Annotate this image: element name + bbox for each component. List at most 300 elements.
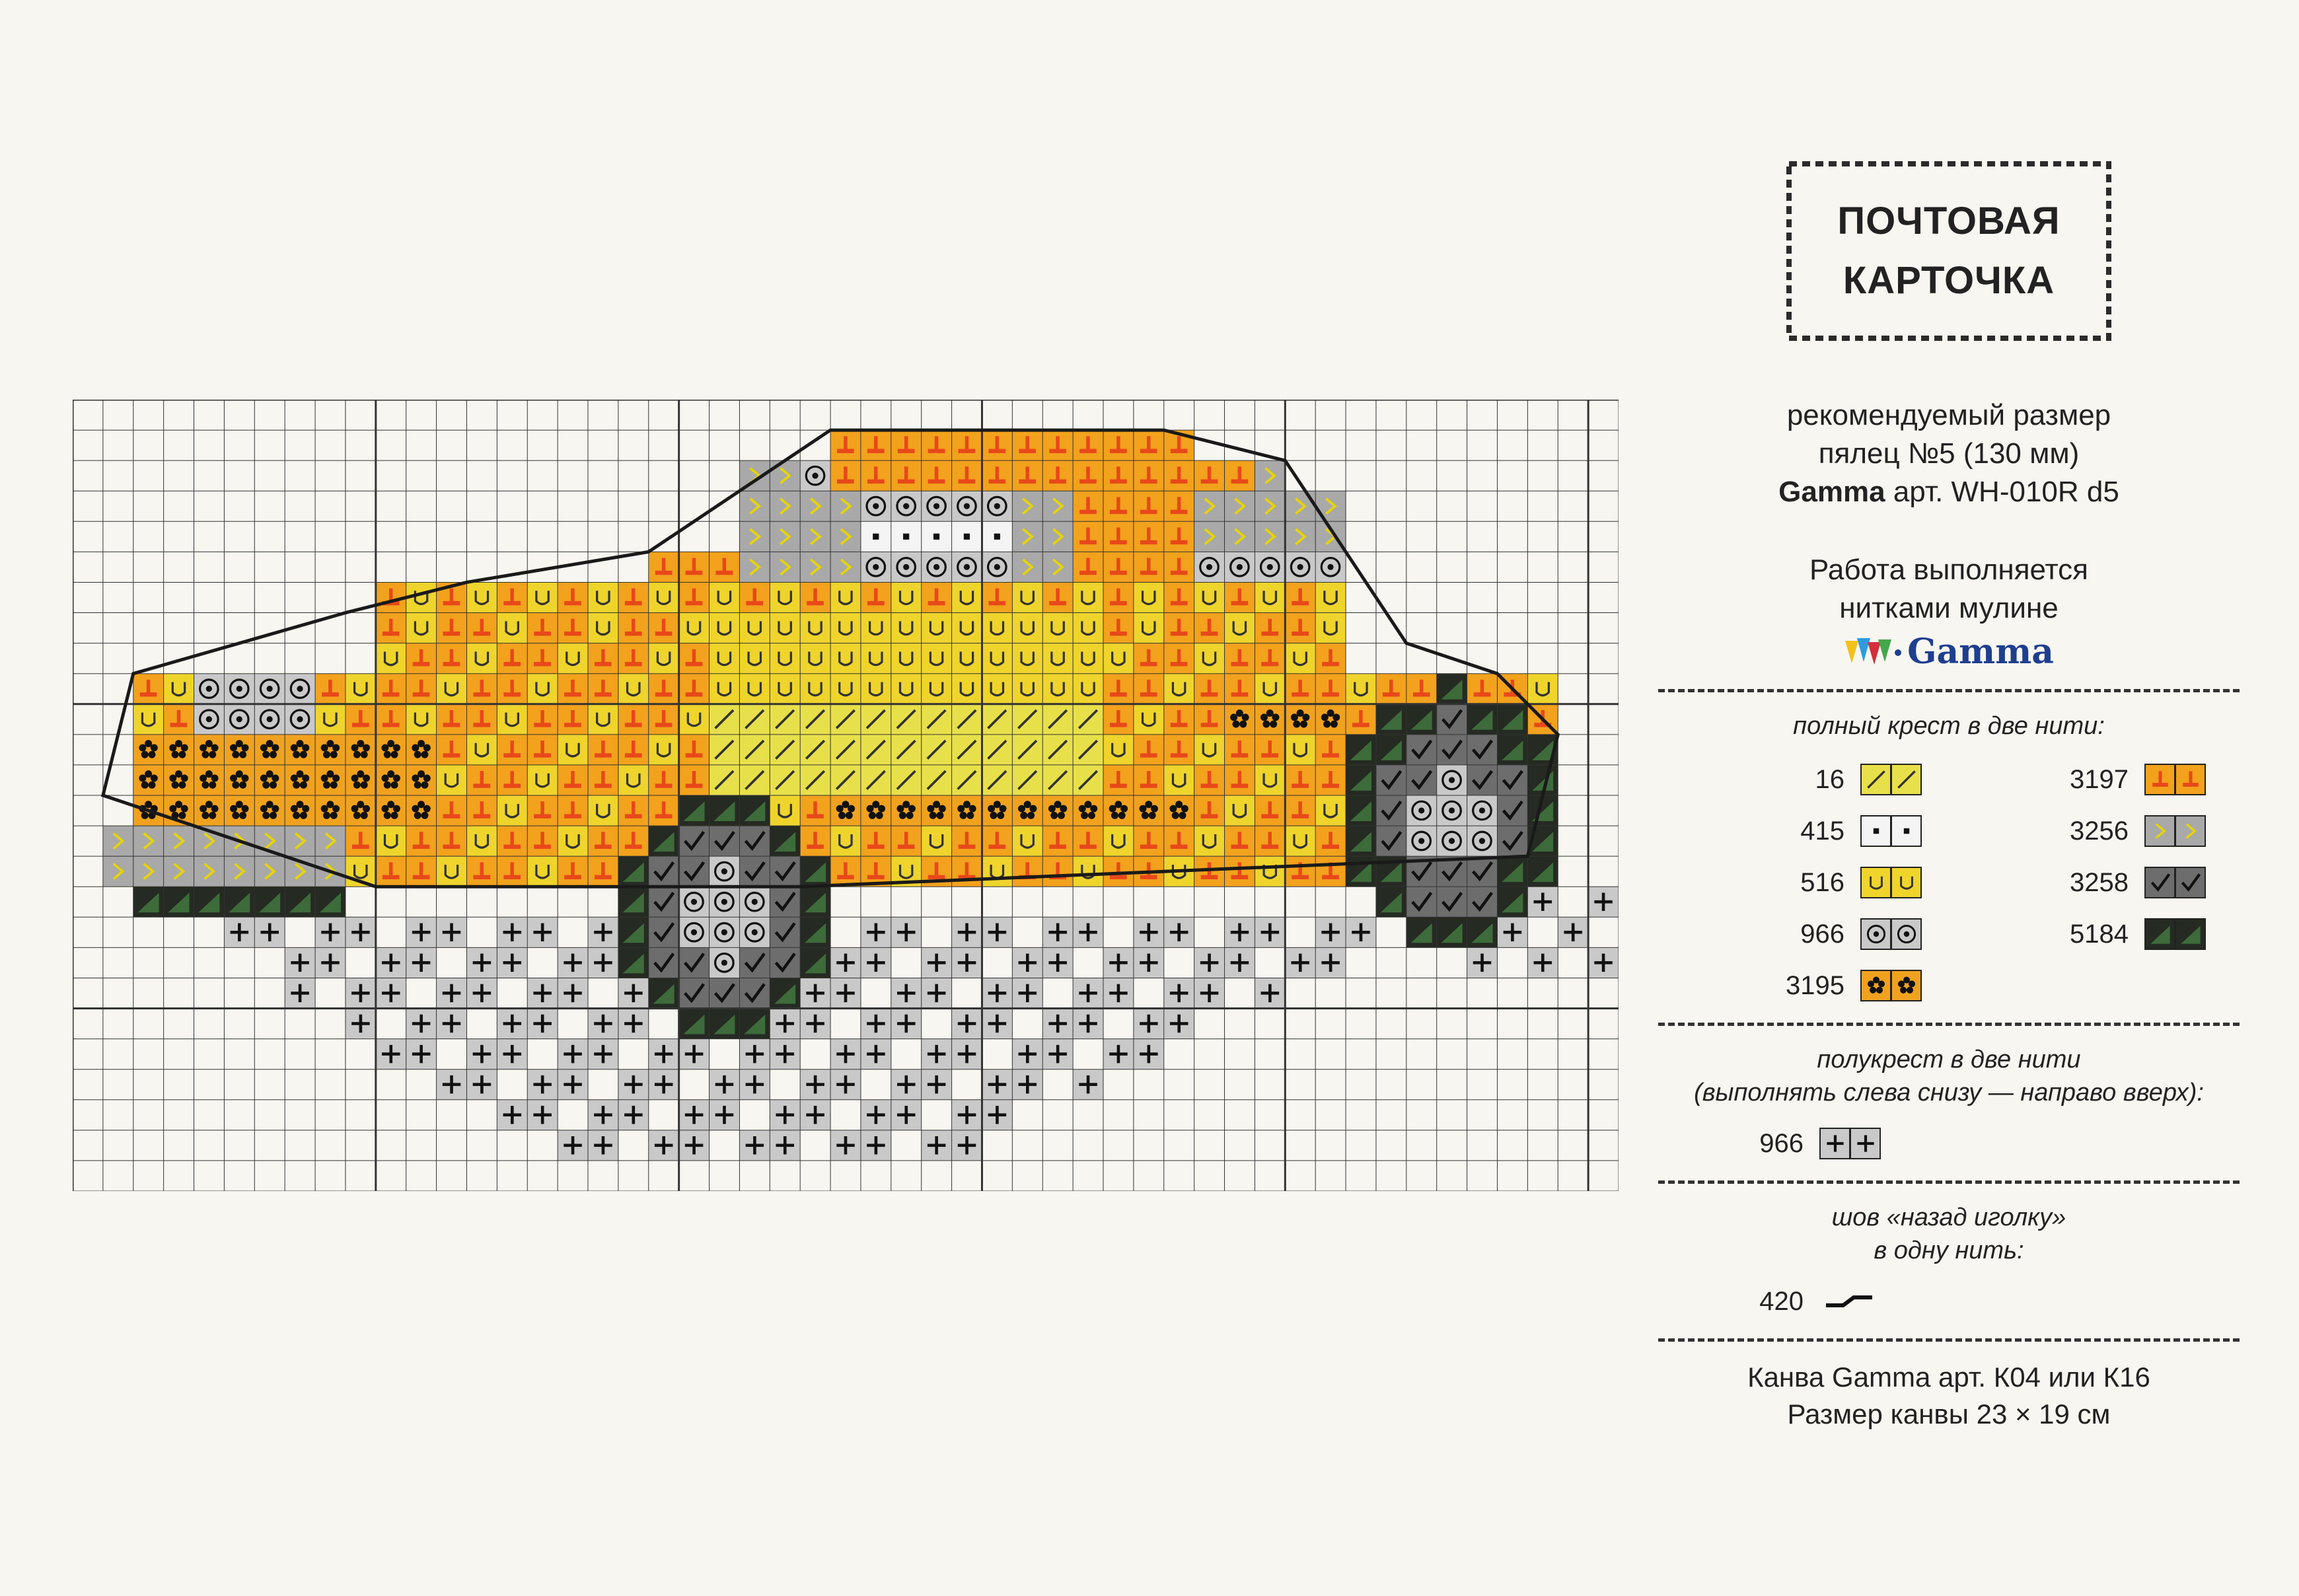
stitch-cell <box>1134 613 1164 643</box>
stitch-cell <box>739 795 770 826</box>
stitch-cell <box>922 460 952 491</box>
stitch-cell <box>618 674 649 704</box>
stitch-cell <box>679 552 710 582</box>
stitch-cell <box>315 795 346 826</box>
stitch-cell <box>770 582 800 612</box>
stitch-cell <box>497 795 527 826</box>
stitch-cell <box>952 1009 982 1039</box>
stitch-cell <box>558 765 588 795</box>
stitch-cell <box>1134 430 1164 460</box>
stitch-cell <box>922 826 952 856</box>
stitch-cell <box>618 643 649 674</box>
stitch-cell <box>1164 1009 1194 1039</box>
stitch-cell <box>800 1070 830 1100</box>
stitch-cell <box>861 491 891 521</box>
stitch-cell <box>558 735 588 765</box>
stitch-cell <box>1042 917 1073 947</box>
stitch-cell <box>224 765 254 795</box>
stitch-cell <box>1315 917 1346 947</box>
stitch-cell <box>1073 430 1103 460</box>
stitch-cell <box>1285 826 1315 856</box>
stitch-cell <box>679 887 710 917</box>
stitch-cell <box>770 460 800 491</box>
stitch-cell <box>466 735 497 765</box>
stitch-cell <box>497 1039 527 1070</box>
half-cross-header-1: полукрест в две нити <box>1817 1046 2081 1073</box>
stitch-cell <box>254 674 285 704</box>
stitch-cell <box>527 1009 558 1039</box>
stitch-cell <box>952 521 982 552</box>
stitch-cell <box>982 521 1012 552</box>
stitch-cell <box>437 674 467 704</box>
stitch-cell <box>982 552 1012 582</box>
stitch-cell <box>1042 613 1073 643</box>
stitch-cell <box>1012 613 1042 643</box>
stitch-cell <box>224 735 254 765</box>
stitch-cell <box>1588 887 1619 917</box>
stitch-cell <box>133 704 164 735</box>
threads-line-2: нитками мулине <box>1839 592 2059 624</box>
stitch-cell <box>1103 552 1134 582</box>
stitch-cell <box>770 826 800 856</box>
stitch-cell <box>739 947 770 978</box>
stitch-cell <box>558 643 588 674</box>
stitch-cell <box>406 947 437 978</box>
stitch-cell <box>1315 613 1346 643</box>
stitch-cell <box>1225 765 1255 795</box>
stitch-cell <box>1073 1070 1103 1100</box>
stitch-cell <box>830 674 861 704</box>
stitch-cell <box>649 765 679 795</box>
stitch-cell <box>618 947 649 978</box>
stitch-cell <box>164 856 194 887</box>
stitch-cell <box>739 887 770 917</box>
stitch-cell <box>1073 795 1103 826</box>
stitch-cell <box>254 856 285 887</box>
stitch-cell <box>739 552 770 582</box>
stitch-cell <box>710 735 740 765</box>
stitch-cell <box>1437 917 1467 947</box>
stitch-cell <box>194 735 225 765</box>
stitch-cell <box>1073 917 1103 947</box>
stitch-cell <box>527 795 558 826</box>
stitch-cell <box>1194 704 1225 735</box>
stitch-cell <box>739 643 770 674</box>
stitch-cell <box>710 1100 740 1130</box>
stitch-cell <box>1012 1039 1042 1070</box>
stitch-cell <box>679 704 710 735</box>
stitch-cell <box>1346 704 1376 735</box>
stitch-cell <box>952 613 982 643</box>
stitch-cell <box>891 1100 922 1130</box>
stitch-cell <box>527 826 558 856</box>
stitch-cell <box>982 1100 1012 1130</box>
stitch-cell <box>527 978 558 1008</box>
stitch-cell <box>649 887 679 917</box>
stitch-cell <box>1346 826 1376 856</box>
stitch-cell <box>1164 521 1194 552</box>
stitch-cell <box>194 887 225 917</box>
stitch-cell <box>376 795 406 826</box>
stitch-cell <box>679 826 710 856</box>
stitch-cell <box>497 1100 527 1130</box>
stitch-cell <box>558 613 588 643</box>
stitch-cell <box>164 887 194 917</box>
stitch-cell <box>830 521 861 552</box>
stitch-cell <box>1012 826 1042 856</box>
stitch-cell <box>649 1039 679 1070</box>
stitch-cell <box>588 613 618 643</box>
stitch-cell <box>1406 887 1437 917</box>
stitch-cell <box>830 1039 861 1070</box>
stitch-cell <box>1134 947 1164 978</box>
gamma-logo-icon <box>1844 635 1903 669</box>
stitch-cell <box>710 887 740 917</box>
stitch-cell <box>739 1039 770 1070</box>
stitch-cell <box>770 704 800 735</box>
stitch-cell <box>1558 917 1588 947</box>
stitch-cell <box>770 1039 800 1070</box>
stitch-cell <box>770 917 800 947</box>
stitch-cell <box>710 704 740 735</box>
stitch-cell <box>800 856 830 887</box>
legend-code: 3256 <box>2070 816 2129 846</box>
stitch-cell <box>1194 978 1225 1008</box>
stitch-cell <box>1103 704 1134 735</box>
stitch-cell <box>891 1070 922 1100</box>
stitch-cell <box>1467 947 1498 978</box>
stitch-cell <box>1315 735 1346 765</box>
stitch-cell <box>376 765 406 795</box>
stitch-cell <box>1255 704 1285 735</box>
stitch-cell <box>952 947 982 978</box>
stitch-cell <box>1467 674 1498 704</box>
legend-item <box>1678 863 1922 902</box>
stitch-cell <box>982 491 1012 521</box>
canvas-line-2: Размер канвы 23 × 19 см <box>1787 1398 2111 1430</box>
stitch-cell <box>346 765 376 795</box>
stitch-cell <box>1164 735 1194 765</box>
stitch-cell <box>103 856 133 887</box>
stitch-cell <box>1103 491 1134 521</box>
stitch-cell <box>1042 947 1073 978</box>
stitch-cell <box>922 1130 952 1161</box>
stitch-cell <box>558 947 588 978</box>
stitch-swatch-icon <box>2144 917 2207 951</box>
stitch-cell <box>982 856 1012 887</box>
stitch-cell <box>437 1009 467 1039</box>
stitch-cell <box>558 674 588 704</box>
stitch-cell <box>1376 765 1406 795</box>
stitch-cell <box>1073 674 1103 704</box>
stitch-cell <box>1012 704 1042 735</box>
stitch-cell <box>770 674 800 704</box>
stitch-cell <box>649 643 679 674</box>
stitch-cell <box>437 1070 467 1100</box>
stitch-cell <box>466 826 497 856</box>
hoop-brand: Gamma <box>1778 476 1885 508</box>
stitch-cell <box>194 795 225 826</box>
stitch-cell <box>437 917 467 947</box>
stitch-cell <box>224 704 254 735</box>
stitch-cell <box>1315 582 1346 612</box>
stitch-cell <box>891 552 922 582</box>
legend-code: 516 <box>1800 867 1844 897</box>
stitch-cell <box>406 795 437 826</box>
stitch-cell <box>1255 795 1285 826</box>
stitch-cell <box>982 643 1012 674</box>
stitch-cell <box>1164 582 1194 612</box>
stitch-cell <box>376 826 406 856</box>
stitch-cell <box>861 704 891 735</box>
stitch-cell <box>679 978 710 1008</box>
stitch-cell <box>1285 582 1315 612</box>
stitch-cell <box>891 491 922 521</box>
stitch-cell <box>527 917 558 947</box>
stitch-cell <box>1134 643 1164 674</box>
stitch-cell <box>679 917 710 947</box>
stitch-cell <box>800 552 830 582</box>
cross-stitch-chart <box>73 400 1619 1191</box>
stitch-cell <box>922 1070 952 1100</box>
stitch-cell <box>588 1100 618 1130</box>
stitch-cell <box>861 1039 891 1070</box>
legend-item <box>1962 760 2207 799</box>
stitch-cell <box>1042 582 1073 612</box>
stitch-cell <box>1225 613 1255 643</box>
stitch-cell <box>1164 643 1194 674</box>
stitch-cell <box>861 826 891 856</box>
stitch-swatch-icon <box>1860 968 1922 1003</box>
stitch-cell <box>376 947 406 978</box>
stitch-cell <box>649 795 679 826</box>
legend-code: 3197 <box>2070 764 2129 794</box>
stitch-cell <box>1467 917 1498 947</box>
stitch-cell <box>800 582 830 612</box>
stitch-cell <box>527 735 558 765</box>
stitch-cell <box>1406 765 1437 795</box>
stitch-cell <box>710 674 740 704</box>
stitch-cell <box>194 674 225 704</box>
stitch-cell <box>315 704 346 735</box>
stitch-cell <box>1346 795 1376 826</box>
stitch-cell <box>1134 826 1164 856</box>
stitch-cell <box>1497 765 1527 795</box>
legend-item <box>1678 760 1922 799</box>
stitch-cell <box>376 704 406 735</box>
stitch-cell <box>1285 613 1315 643</box>
stitch-cell <box>710 613 740 643</box>
stitch-cell <box>1255 917 1285 947</box>
stitch-cell <box>679 582 710 612</box>
stitch-cell <box>952 552 982 582</box>
stitch-cell <box>1073 552 1103 582</box>
stitch-cell <box>1346 765 1376 795</box>
stitch-cell <box>224 887 254 917</box>
stitch-cell <box>1225 735 1255 765</box>
stitch-cell <box>861 1009 891 1039</box>
stitch-cell <box>1255 735 1285 765</box>
stitch-cell <box>224 795 254 826</box>
stitch-cell <box>618 795 649 826</box>
stitch-cell <box>770 643 800 674</box>
stitch-cell <box>1285 735 1315 765</box>
stitch-cell <box>588 765 618 795</box>
stitch-cell <box>346 735 376 765</box>
stitch-cell <box>922 521 952 552</box>
stitch-cell <box>588 795 618 826</box>
stitch-cell <box>406 613 437 643</box>
stitch-cell <box>830 491 861 521</box>
stitch-cell <box>1497 795 1527 826</box>
stitch-cell <box>649 1070 679 1100</box>
stitch-cell <box>861 735 891 765</box>
stitch-cell <box>891 978 922 1008</box>
stitch-cell <box>1164 491 1194 521</box>
stitch-cell <box>1285 491 1315 521</box>
hoop-article: арт. WH-010R d5 <box>1893 476 2119 508</box>
stitch-cell <box>588 917 618 947</box>
stitch-cell <box>285 887 315 917</box>
stitch-cell <box>1073 978 1103 1008</box>
stitch-cell <box>588 674 618 704</box>
stitch-cell <box>315 826 346 856</box>
stitch-cell <box>527 1070 558 1100</box>
stitch-cell <box>466 1070 497 1100</box>
stitch-cell <box>952 1130 982 1161</box>
stitch-cell <box>497 917 527 947</box>
stitch-cell <box>618 735 649 765</box>
stitch-cell <box>437 704 467 735</box>
stitch-cell <box>739 856 770 887</box>
stitch-cell <box>1073 521 1103 552</box>
stitch-cell <box>1012 978 1042 1008</box>
stitch-cell <box>649 704 679 735</box>
stitch-cell <box>1134 552 1164 582</box>
stitch-cell <box>1012 735 1042 765</box>
stitch-cell <box>497 856 527 887</box>
stitch-cell <box>1527 887 1558 917</box>
stitch-cell <box>1042 521 1073 552</box>
stitch-cell <box>346 978 376 1008</box>
stitch-cell <box>861 765 891 795</box>
title-line-1: ПОЧТОВАЯ <box>1837 200 2061 242</box>
stitch-cell <box>1194 613 1225 643</box>
stitch-cell <box>861 521 891 552</box>
stitch-cell <box>1134 735 1164 765</box>
stitch-cell <box>982 735 1012 765</box>
legend-item <box>1678 811 1922 851</box>
stitch-cell <box>1103 521 1134 552</box>
stitch-cell <box>1194 735 1225 765</box>
stitch-cell <box>679 735 710 765</box>
stitch-cell <box>1225 643 1255 674</box>
stitch-cell <box>1042 643 1073 674</box>
stitch-cell <box>346 674 376 704</box>
stitch-cell <box>952 1039 982 1070</box>
stitch-cell <box>1285 765 1315 795</box>
stitch-cell <box>164 674 194 704</box>
stitch-cell <box>770 613 800 643</box>
stitch-cell <box>1376 795 1406 826</box>
stitch-cell <box>1134 765 1164 795</box>
backstitch-header-2: в одну нить: <box>1874 1237 2024 1264</box>
stitch-cell <box>1255 643 1285 674</box>
stitch-cell <box>1164 978 1194 1008</box>
stitch-cell <box>952 856 982 887</box>
stitch-cell <box>558 856 588 887</box>
stitch-cell <box>466 978 497 1008</box>
stitch-cell <box>770 735 800 765</box>
stitch-cell <box>1134 521 1164 552</box>
stitch-cell <box>1497 826 1527 856</box>
stitch-cell <box>1073 491 1103 521</box>
hoop-line-2: пялец №5 (130 мм) <box>1818 437 2080 470</box>
stitch-cell <box>1376 826 1406 856</box>
stitch-cell <box>679 1100 710 1130</box>
stitch-cell <box>588 1009 618 1039</box>
stitch-cell <box>466 674 497 704</box>
stitch-cell <box>1315 704 1346 735</box>
stitch-cell <box>952 765 982 795</box>
stitch-cell <box>1012 491 1042 521</box>
stitch-cell <box>527 856 558 887</box>
stitch-cell <box>1285 704 1315 735</box>
stitch-cell <box>376 643 406 674</box>
canvas-line-1: Канва Gamma арт. К04 или К16 <box>1747 1361 2150 1393</box>
stitch-cell <box>133 735 164 765</box>
stitch-cell <box>346 917 376 947</box>
stitch-cell <box>922 613 952 643</box>
stitch-cell <box>1527 947 1558 978</box>
stitch-cell <box>982 674 1012 704</box>
legend-item <box>1678 966 1922 1005</box>
stitch-cell <box>1315 491 1346 521</box>
stitch-cell <box>466 613 497 643</box>
legend-item <box>1962 811 2207 851</box>
legend-code: 966 <box>1800 919 1844 949</box>
stitch-cell <box>861 674 891 704</box>
stitch-cell <box>466 1039 497 1070</box>
stitch-cell <box>1497 917 1527 947</box>
stitch-cell <box>1255 552 1285 582</box>
stitch-cell <box>1225 552 1255 582</box>
stitch-cell <box>466 582 497 612</box>
stitch-cell <box>982 613 1012 643</box>
stitch-cell <box>1103 643 1134 674</box>
stitch-cell <box>1225 521 1255 552</box>
stitch-cell <box>1012 765 1042 795</box>
stitch-cell <box>861 582 891 612</box>
stitch-cell <box>1073 613 1103 643</box>
stitch-cell <box>952 795 982 826</box>
stitch-cell <box>861 795 891 826</box>
stitch-cell <box>558 1039 588 1070</box>
stitch-cell <box>1315 765 1346 795</box>
stitch-cell <box>891 826 922 856</box>
legend-item <box>1962 914 2207 954</box>
stitch-cell <box>1467 765 1498 795</box>
stitch-cell <box>254 795 285 826</box>
stitch-cell <box>1255 765 1285 795</box>
stitch-cell <box>1164 765 1194 795</box>
stitch-cell <box>710 1009 740 1039</box>
backstitch-header-1: шов «назад иголку» <box>1831 1204 2066 1231</box>
stitch-cell <box>558 1130 588 1161</box>
stitch-cell <box>133 765 164 795</box>
stitch-cell <box>194 765 225 795</box>
stitch-cell <box>1042 735 1073 765</box>
